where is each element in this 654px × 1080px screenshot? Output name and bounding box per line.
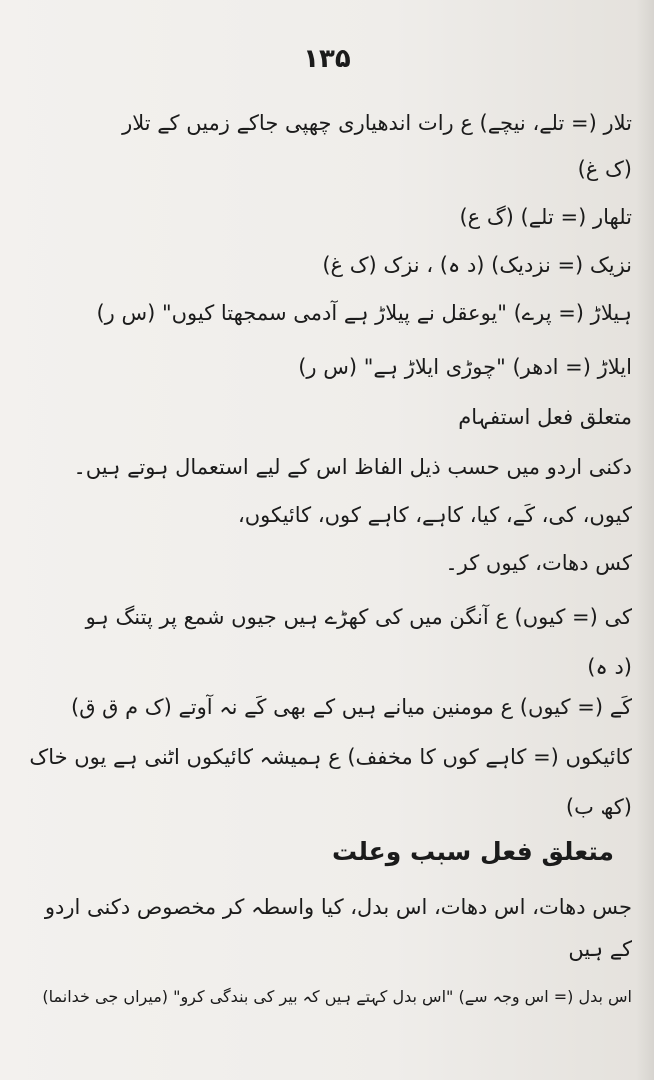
text-line-ilar: ایلاڑ (= ادھر) "چوڑی ایلاڑ ہے" (س ر) [298, 355, 632, 379]
text-line-nazik: نزیک (= نزدیک) (د ہ) ، نزک (ک غ) [322, 253, 632, 277]
text-line-kaikon: کائیکوں (= کاہے کوں کا مخفف) ع ہمیشہ کائیکوں اٹنی ہے یوں خاک [29, 745, 632, 769]
text-line-ki: کی (= کیوں) ع آنگن میں کی کھڑے ہیں جیوں شمع پر پتنگ ہو [85, 605, 632, 629]
text-line-ref-kgh-1: (ک غ) [577, 157, 632, 181]
text-line-word-list-2: کس دھات، کیوں کر۔ [445, 551, 632, 575]
text-line-intro: دکنی اردو میں حسب ذیل الفاظ اس کے لیے استعمال ہوتے ہیں۔ [73, 455, 632, 479]
text-line-ref-khb: (کھ ب) [565, 795, 632, 819]
section-heading-interrogative: متعلق فعل استفہام [458, 405, 632, 429]
text-line-pilar: ہیلاڑ (= پرے) "یوعقل نے پیلاڑ ہے آدمی سمجھتا کیوں" (س ر) [96, 301, 632, 325]
page-edge-shadow [636, 0, 654, 1080]
text-line-talhar: تلھار (= تلے) (گ ع) [459, 205, 632, 229]
text-line-ref-dh: (د ہ) [587, 655, 632, 679]
page-number: ۱۳۵ [303, 44, 351, 74]
text-line-is-badal: اس بدل (= اس وجہ سے) "اس بدل کہتے ہیں کہ بیر کی بندگی کرو" (میراں جی خدانما) [42, 987, 632, 1006]
section-heading-cause: متعلق فعل سبب وعلت [332, 837, 614, 866]
text-line-word-list-1: کیوں، کی، کَے، کیا، کاہے، کاہے کوں، کائیکوں، [237, 503, 632, 527]
text-line-kay: کَے (= کیوں) ع مومنین میانے ہیں کے بھی کَے نہ آوتے (ک م ق ق) [71, 695, 632, 719]
text-line-ke-hain: کے ہیں [568, 937, 632, 961]
text-line-talar: تلار (= تلے، نیچے) ع رات اندھیاری چھپی جاکے زمیں کے تلار [122, 111, 632, 135]
text-line-jis-dhat: جس دھات، اس دھات، اس بدل، کیا واسطہ کر مخصوص دکنی اردو [44, 895, 632, 919]
